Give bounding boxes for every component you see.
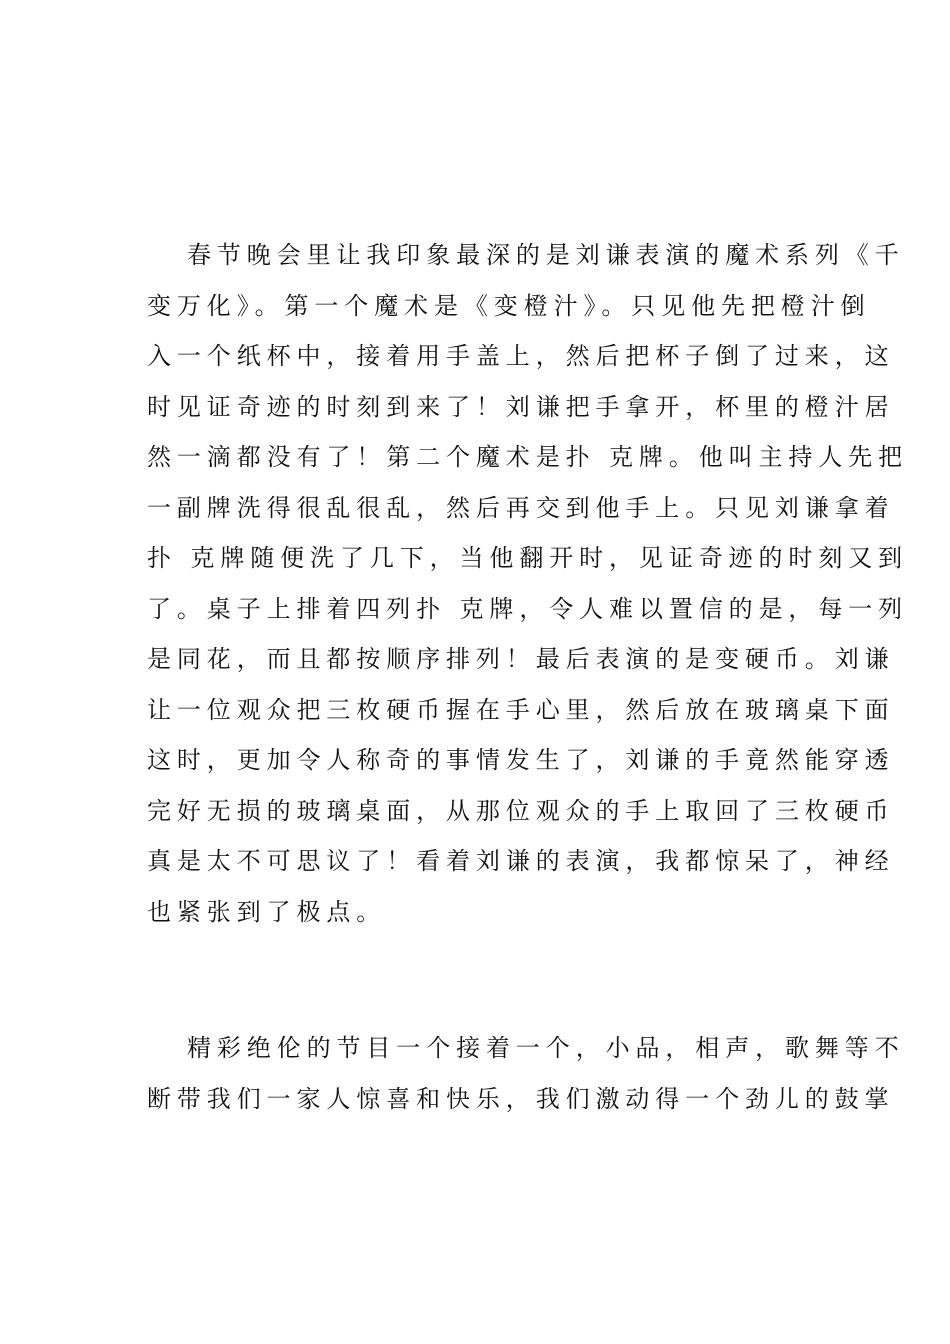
text-line: 一副牌洗得很乱很乱，然后再交到他手上。只见刘谦拿着 (147, 493, 895, 522)
text-line: 真是太不可思议了！看着刘谦的表演，我都惊呆了，神经 (147, 847, 895, 875)
text-line: 扑 克牌随便洗了几下，当他翻开时，见证奇迹的时刻又到 (147, 544, 909, 572)
paragraph-magic-show (147, 230, 909, 937)
text-line: 了。桌子上排着四列扑 克牌，令人难以置信的是，每一列 (147, 594, 909, 623)
text-line: 精彩绝伦的节目一个接着一个，小品，相声，歌舞等不 (187, 1034, 905, 1062)
text-line: 让一位观众把三枚硬币握在手心里，然后放在玻璃桌下面 (147, 695, 895, 724)
text-line: 入一个纸杯中，接着用手盖上，然后把杯子倒了过来，这 (147, 342, 895, 370)
text-line: 是同花，而且都按顺序排列！最后表演的是变硬币。刘谦 (147, 645, 895, 673)
text-line: 也紧张到了极点。 (147, 897, 387, 926)
text-line: 完好无损的玻璃桌面，从那位观众的手上取回了三枚硬币 (147, 796, 895, 825)
paragraph-other-programs (147, 1023, 905, 1124)
text-line: 春节晚会里让我印象最深的是刘谦表演的魔术系列《千 (187, 241, 905, 269)
text-line: 这时，更加令人称奇的事情发生了，刘谦的手竟然能穿透 (147, 746, 895, 774)
text-line: 变万化》。第一个魔术是《变橙汁》。只见他先把橙汁倒 (147, 291, 871, 320)
text-line: 断带我们一家人惊喜和快乐，我们激动得一个劲儿的鼓掌 (147, 1084, 895, 1113)
text-line: 时见证奇迹的时刻到来了！刘谦把手拿开，杯里的橙汁居 (147, 392, 895, 421)
text-line: 然一滴都没有了！第二个魔术是扑 克牌。他叫主持人先把 (147, 443, 909, 471)
